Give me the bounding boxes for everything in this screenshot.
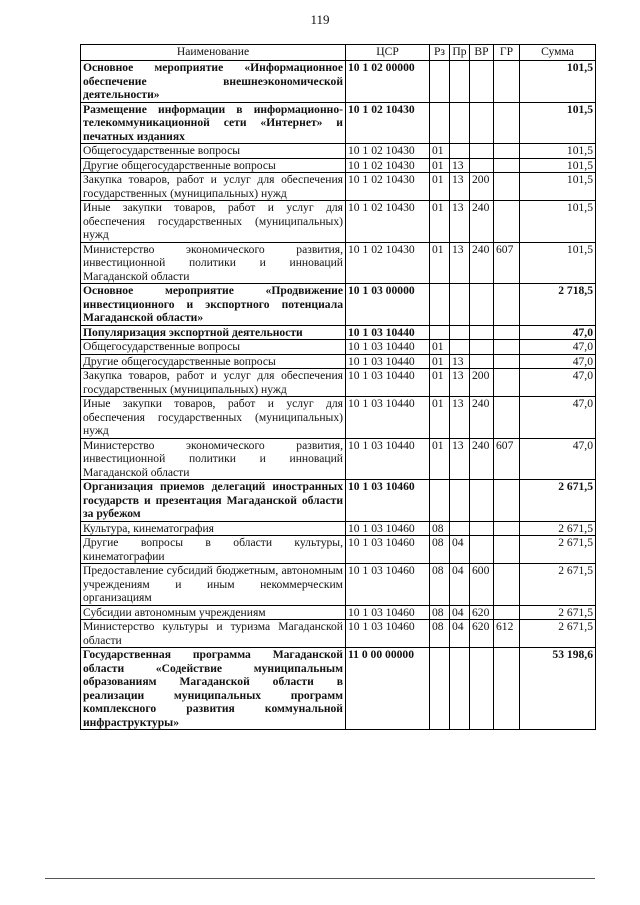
table-row	[81, 369, 596, 397]
cell-name: Министерство экономического развития, инвестиционной политики и инноваций Магаданской области	[81, 242, 346, 284]
cell-pr: 13	[450, 438, 470, 480]
cell-sum: 101,5	[520, 201, 596, 243]
cell-rz: 01	[430, 369, 450, 397]
bottom-rule	[45, 878, 595, 879]
cell-vr: 240	[470, 438, 494, 480]
cell-vr	[470, 325, 494, 340]
cell-vr	[470, 158, 494, 173]
cell-name: Иные закупки товаров, работ и услуг для обеспечения государственных (муниципальных) нужд	[81, 397, 346, 439]
cell-csr: 10 1 03 10440	[346, 325, 430, 340]
cell-gr	[494, 284, 520, 326]
cell-vr: 620	[470, 605, 494, 620]
cell-csr: 10 1 02 10430	[346, 144, 430, 159]
cell-csr: 10 1 03 10440	[346, 438, 430, 480]
cell-vr	[470, 521, 494, 536]
cell-rz: 08	[430, 605, 450, 620]
cell-pr	[450, 102, 470, 144]
cell-name: Министерство экономического развития, инвестиционной политики и инноваций Магаданской области	[81, 438, 346, 480]
page-number: 119	[310, 12, 330, 27]
cell-rz	[430, 325, 450, 340]
cell-vr	[470, 340, 494, 355]
cell-name: Общегосударственные вопросы	[81, 340, 346, 355]
header-name: Наименование	[81, 45, 346, 61]
cell-name: Другие общегосударственные вопросы	[81, 354, 346, 369]
header-pr: Пр	[450, 45, 470, 61]
cell-sum: 2 671,5	[520, 605, 596, 620]
table-row	[81, 325, 596, 340]
cell-rz: 08	[430, 536, 450, 564]
cell-gr	[494, 325, 520, 340]
cell-pr	[450, 325, 470, 340]
cell-name: Закупка товаров, работ и услуг для обеспечения государственных (муниципальных) нужд	[81, 369, 346, 397]
cell-vr	[470, 480, 494, 522]
cell-pr: 13	[450, 397, 470, 439]
cell-sum: 2 671,5	[520, 536, 596, 564]
header-vr: ВР	[470, 45, 494, 61]
cell-name: Государственная программа Магаданской области «Содействие муниципальным образованиям Магаданской области в реализации муниципальных программ комплексного развития коммунальной инфраструктуры»	[81, 648, 346, 730]
table-row	[81, 242, 596, 284]
cell-gr	[494, 397, 520, 439]
cell-gr	[494, 605, 520, 620]
table-row	[81, 284, 596, 326]
cell-rz	[430, 648, 450, 730]
table-row	[81, 158, 596, 173]
cell-rz: 01	[430, 397, 450, 439]
cell-csr: 10 1 03 10460	[346, 521, 430, 536]
cell-csr: 10 1 02 10430	[346, 173, 430, 201]
cell-pr	[450, 340, 470, 355]
table-row	[81, 102, 596, 144]
cell-csr: 10 1 03 10440	[346, 369, 430, 397]
cell-vr	[470, 102, 494, 144]
cell-sum: 47,0	[520, 369, 596, 397]
cell-gr	[494, 564, 520, 606]
cell-gr: 607	[494, 438, 520, 480]
cell-rz: 08	[430, 521, 450, 536]
cell-gr	[494, 480, 520, 522]
cell-name: Другие общегосударственные вопросы	[81, 158, 346, 173]
cell-vr	[470, 284, 494, 326]
table-row	[81, 173, 596, 201]
cell-gr	[494, 158, 520, 173]
cell-csr: 10 1 02 10430	[346, 201, 430, 243]
cell-csr: 10 1 02 10430	[346, 242, 430, 284]
table-row	[81, 605, 596, 620]
cell-gr	[494, 354, 520, 369]
cell-vr: 200	[470, 369, 494, 397]
cell-csr: 10 1 03 00000	[346, 284, 430, 326]
cell-vr: 620	[470, 620, 494, 648]
cell-csr: 10 1 03 10460	[346, 536, 430, 564]
cell-pr: 04	[450, 620, 470, 648]
cell-csr: 10 1 03 10440	[346, 397, 430, 439]
cell-rz	[430, 61, 450, 103]
table-row	[81, 340, 596, 355]
cell-name: Закупка товаров, работ и услуг для обеспечения государственных (муниципальных) нужд	[81, 173, 346, 201]
header-sum: Сумма	[520, 45, 596, 61]
cell-vr	[470, 536, 494, 564]
cell-rz: 01	[430, 144, 450, 159]
cell-gr	[494, 340, 520, 355]
table-row	[81, 480, 596, 522]
cell-pr	[450, 648, 470, 730]
cell-sum: 2 671,5	[520, 564, 596, 606]
cell-vr: 200	[470, 173, 494, 201]
table-row	[81, 648, 596, 730]
cell-sum: 101,5	[520, 158, 596, 173]
cell-sum: 101,5	[520, 173, 596, 201]
cell-pr: 13	[450, 173, 470, 201]
cell-name: Другие вопросы в области культуры, кинематографии	[81, 536, 346, 564]
cell-name: Популяризация экспортной деятельности	[81, 325, 346, 340]
cell-csr: 10 1 03 10460	[346, 564, 430, 606]
cell-pr: 13	[450, 369, 470, 397]
cell-csr: 10 1 02 00000	[346, 61, 430, 103]
cell-csr: 10 1 02 10430	[346, 102, 430, 144]
cell-name: Иные закупки товаров, работ и услуг для обеспечения государственных (муниципальных) нужд	[81, 201, 346, 243]
cell-rz: 01	[430, 201, 450, 243]
cell-sum: 101,5	[520, 144, 596, 159]
cell-rz: 08	[430, 620, 450, 648]
cell-pr: 13	[450, 201, 470, 243]
cell-gr	[494, 102, 520, 144]
cell-sum: 47,0	[520, 325, 596, 340]
cell-csr: 10 1 02 10430	[346, 158, 430, 173]
cell-pr: 04	[450, 536, 470, 564]
cell-csr: 10 1 03 10460	[346, 620, 430, 648]
cell-vr: 240	[470, 397, 494, 439]
cell-pr	[450, 61, 470, 103]
table-row	[81, 521, 596, 536]
table-row	[81, 620, 596, 648]
table-row	[81, 564, 596, 606]
cell-gr	[494, 521, 520, 536]
header-csr: ЦСР	[346, 45, 430, 61]
cell-sum: 47,0	[520, 397, 596, 439]
cell-csr: 10 1 03 10460	[346, 605, 430, 620]
cell-csr: 11 0 00 00000	[346, 648, 430, 730]
table-header-row	[81, 45, 596, 61]
cell-sum: 101,5	[520, 102, 596, 144]
cell-pr	[450, 521, 470, 536]
cell-name: Субсидии автономным учреждениям	[81, 605, 346, 620]
cell-sum: 2 671,5	[520, 521, 596, 536]
cell-pr: 13	[450, 242, 470, 284]
table-row	[81, 536, 596, 564]
cell-name: Организация приемов делегаций иностранных государств и презентация Магаданской области за рубежом	[81, 480, 346, 522]
table-row	[81, 61, 596, 103]
cell-name: Основное мероприятие «Информационное обеспечение внешнеэкономической деятельности»	[81, 61, 346, 103]
cell-gr	[494, 61, 520, 103]
budget-table	[80, 44, 596, 730]
cell-rz: 01	[430, 242, 450, 284]
cell-vr: 600	[470, 564, 494, 606]
cell-vr	[470, 354, 494, 369]
table-row	[81, 201, 596, 243]
table-row	[81, 144, 596, 159]
header-rz: Рз	[430, 45, 450, 61]
cell-name: Предоставление субсидий бюджетным, автономным учреждениям и иным некоммерческим организациям	[81, 564, 346, 606]
cell-rz: 01	[430, 438, 450, 480]
cell-vr: 240	[470, 242, 494, 284]
cell-pr	[450, 284, 470, 326]
cell-rz: 01	[430, 158, 450, 173]
cell-name: Министерство культуры и туризма Магаданской области	[81, 620, 346, 648]
cell-gr	[494, 369, 520, 397]
cell-name: Общегосударственные вопросы	[81, 144, 346, 159]
cell-rz	[430, 284, 450, 326]
cell-gr	[494, 648, 520, 730]
cell-gr	[494, 173, 520, 201]
table-row	[81, 354, 596, 369]
table-body	[81, 61, 596, 730]
cell-sum: 101,5	[520, 61, 596, 103]
cell-gr: 612	[494, 620, 520, 648]
cell-sum: 2 671,5	[520, 480, 596, 522]
cell-gr: 607	[494, 242, 520, 284]
cell-sum: 47,0	[520, 354, 596, 369]
cell-name: Основное мероприятие «Продвижение инвестиционного и экспортного потенциала Магаданской области»	[81, 284, 346, 326]
cell-pr: 13	[450, 158, 470, 173]
cell-rz	[430, 102, 450, 144]
table-row	[81, 438, 596, 480]
cell-sum: 101,5	[520, 242, 596, 284]
cell-rz	[430, 480, 450, 522]
header-gr: ГР	[494, 45, 520, 61]
table-row	[81, 397, 596, 439]
cell-sum: 2 671,5	[520, 620, 596, 648]
cell-csr: 10 1 03 10440	[346, 340, 430, 355]
cell-rz: 01	[430, 340, 450, 355]
cell-pr	[450, 144, 470, 159]
cell-gr	[494, 144, 520, 159]
cell-rz: 01	[430, 354, 450, 369]
cell-csr: 10 1 03 10460	[346, 480, 430, 522]
cell-name: Размещение информации в информационно-телекоммуникационной сети «Интернет» и печатных изданиях	[81, 102, 346, 144]
cell-name: Культура, кинематография	[81, 521, 346, 536]
cell-sum: 53 198,6	[520, 648, 596, 730]
cell-vr: 240	[470, 201, 494, 243]
cell-rz: 08	[430, 564, 450, 606]
cell-vr	[470, 61, 494, 103]
cell-pr: 04	[450, 564, 470, 606]
cell-pr: 13	[450, 354, 470, 369]
cell-sum: 47,0	[520, 340, 596, 355]
cell-pr: 04	[450, 605, 470, 620]
cell-sum: 2 718,5	[520, 284, 596, 326]
cell-gr	[494, 536, 520, 564]
cell-vr	[470, 144, 494, 159]
cell-vr	[470, 648, 494, 730]
cell-rz: 01	[430, 173, 450, 201]
cell-pr	[450, 480, 470, 522]
cell-csr: 10 1 03 10440	[346, 354, 430, 369]
cell-sum: 47,0	[520, 438, 596, 480]
cell-gr	[494, 201, 520, 243]
